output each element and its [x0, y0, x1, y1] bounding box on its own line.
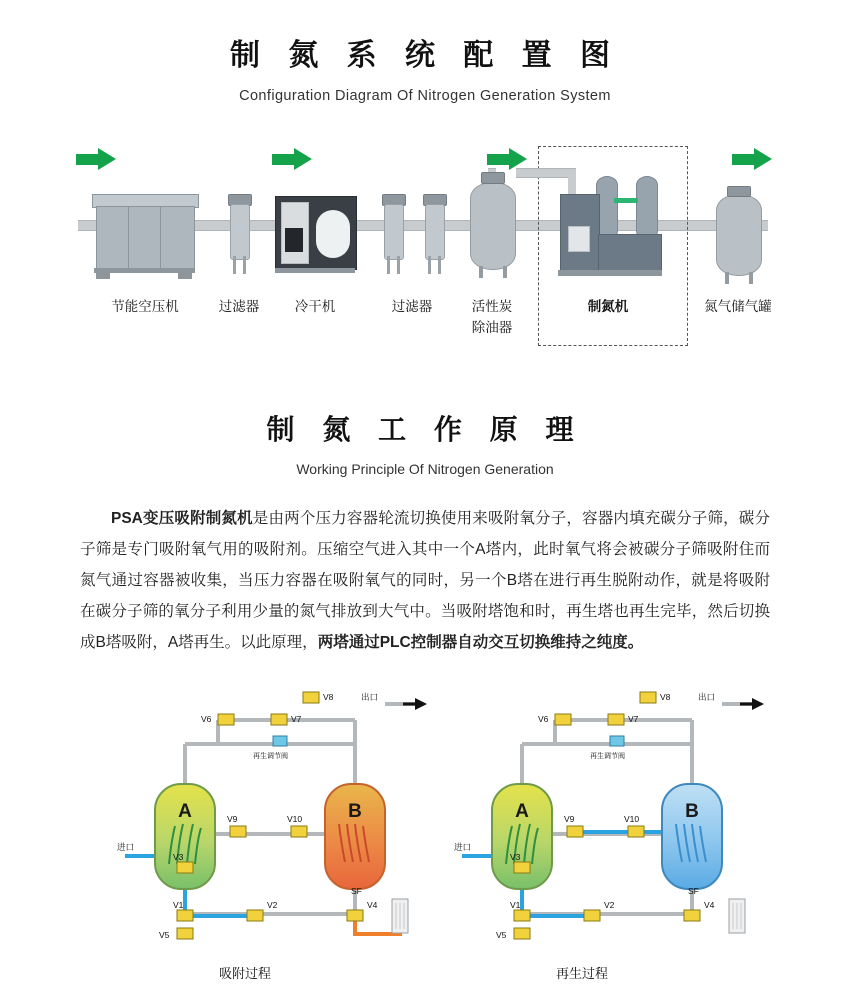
- svg-text:B: B: [348, 801, 362, 822]
- svg-text:V4: V4: [704, 900, 715, 910]
- svg-text:SF: SF: [688, 886, 699, 896]
- valve-label-v7: V7: [291, 714, 302, 724]
- svg-text:V6: V6: [538, 714, 549, 724]
- filter2b-leg-right: [438, 256, 441, 274]
- page-title: 制 氮 系 统 配 置 图: [229, 39, 620, 72]
- carbon-tower-leg-right: [503, 266, 507, 278]
- label-nitrogen-machine: 制氮机: [587, 299, 629, 314]
- compressor-foot-left: [96, 273, 110, 279]
- nitrogen-machine-indicator: [614, 198, 638, 203]
- compressor-panel-divider-2: [160, 206, 161, 268]
- dryer-vent: [285, 228, 303, 252]
- flow-arrow-2: [272, 148, 312, 170]
- dryer-foot: [275, 268, 355, 273]
- nitrogen-tower-right: [636, 176, 658, 240]
- filter1-leg-left: [233, 256, 236, 274]
- flow-arrow-3: [487, 148, 527, 170]
- regeneration-caption: 再生过程: [555, 966, 608, 981]
- svg-text:V2: V2: [604, 900, 615, 910]
- svg-text:V1: V1: [510, 900, 521, 910]
- svg-text:再生调节阀: 再生调节阀: [590, 753, 625, 760]
- svg-text:V3: V3: [510, 852, 521, 862]
- valve-label-v2: V2: [267, 900, 278, 910]
- flow-arrow-1: [76, 148, 116, 170]
- filter2a-body: [384, 204, 404, 260]
- nitrogen-storage-tank-leg-left: [725, 272, 729, 284]
- svg-text:A: A: [515, 801, 529, 822]
- principle-diagrams: [0, 684, 850, 984]
- filter2b-body: [425, 204, 445, 260]
- compressor-body: [96, 206, 195, 270]
- valve-label-v3: V3: [173, 852, 184, 862]
- outlet-label: 出口: [361, 692, 379, 702]
- valve-label-v8: V8: [323, 692, 334, 702]
- paragraph-body: 是由两个压力容器轮流切换使用来吸附氧分子，容器内填充碳分子筛，碳分子筛是专门吸附氧气用的吸附剂。压缩空气进入其中一个A塔内，此时氧气将会被碳分子筛吸附住而氮气通过容器被收集，当压力容器在吸附氧气的同时，另一个B塔在进行再生脱附动作，就是将吸附在碳分子筛的氧分子利用少量的氮气排放到大气中。当吸附塔饱和时，再生塔也再生完毕，然后切换成B塔吸附，A塔再生。以此原理，: [80, 510, 770, 651]
- svg-text:V8: V8: [660, 692, 671, 702]
- svg-text:A: A: [178, 801, 192, 822]
- label-compressor: 节能空压机: [111, 299, 179, 314]
- adsorption-caption: 吸附过程: [218, 966, 271, 981]
- principle-paragraph: [80, 503, 770, 658]
- label-filter1: 过滤器: [218, 299, 260, 314]
- svg-text:V5: V5: [496, 930, 507, 940]
- carbon-tower-cap: [481, 172, 505, 184]
- principle-title: 制 氮 工 作 原 理: [266, 414, 584, 445]
- svg-text:V7: V7: [628, 714, 639, 724]
- configuration-flow-diagram: [0, 138, 850, 368]
- nitrogen-machine-inlet-pipe: [516, 168, 576, 178]
- valve-label-v5: V5: [159, 930, 170, 940]
- valve-label-v1: V1: [173, 900, 184, 910]
- page-subtitle: Configuration Diagram Of Nitrogen Generation System: [239, 88, 611, 104]
- paragraph-lead: PSA变压吸附制氮机: [111, 510, 253, 527]
- nitrogen-machine-frame: [598, 234, 662, 272]
- label-dryer: 冷干机: [294, 299, 336, 314]
- nitrogen-storage-tank-body: [716, 194, 762, 276]
- label-carbon-line2: 除油器: [471, 320, 513, 335]
- nitrogen-storage-tank-cap: [727, 186, 751, 197]
- valve-label-v4: V4: [367, 900, 378, 910]
- label-carbon-line1: 活性炭: [471, 299, 513, 314]
- outlet-arrow: [740, 698, 764, 710]
- adsorption-diagram: [55, 684, 435, 984]
- regen-valve-label: 再生调节阀: [253, 753, 288, 760]
- svg-text:V10: V10: [624, 814, 640, 824]
- svg-text:V9: V9: [564, 814, 575, 824]
- dryer-fan-graphic: [316, 210, 350, 258]
- paragraph-tail: 两塔通过PLC控制器自动交互切换维持之纯度。: [317, 634, 644, 651]
- nitrogen-machine-control-panel: [568, 226, 590, 252]
- filter2b-leg-left: [428, 256, 431, 274]
- valve-label-v6: V6: [201, 714, 212, 724]
- svg-text:进口: 进口: [454, 842, 472, 852]
- label-nitrogen-tank: 氮气储气罐: [704, 299, 772, 314]
- adsorption-svg: [55, 684, 435, 964]
- carbon-tower-leg-left: [479, 266, 483, 278]
- valve-label-v9: V9: [227, 814, 238, 824]
- regeneration-diagram: [392, 684, 772, 984]
- filter2a-leg-right: [397, 256, 400, 274]
- carbon-tower-body: [470, 182, 516, 270]
- principle-subtitle: Working Principle Of Nitrogen Generation: [296, 461, 554, 477]
- regeneration-svg: [392, 684, 772, 964]
- flow-arrow-4: [732, 148, 772, 170]
- compressor-foot-right: [178, 273, 192, 279]
- label-filter2: 过滤器: [391, 299, 433, 314]
- nitrogen-storage-tank-leg-right: [749, 272, 753, 284]
- nitrogen-machine-foot: [558, 270, 662, 276]
- svg-text:出口: 出口: [698, 692, 716, 702]
- valve-label-v10: V10: [287, 814, 303, 824]
- filter1-leg-right: [243, 256, 246, 274]
- filter1-body: [230, 204, 250, 260]
- filter2a-leg-left: [387, 256, 390, 274]
- compressor-panel-divider-1: [128, 206, 129, 268]
- inlet-label: 进口: [117, 842, 135, 852]
- silencer-label: SF: [351, 886, 362, 896]
- svg-text:B: B: [685, 801, 699, 822]
